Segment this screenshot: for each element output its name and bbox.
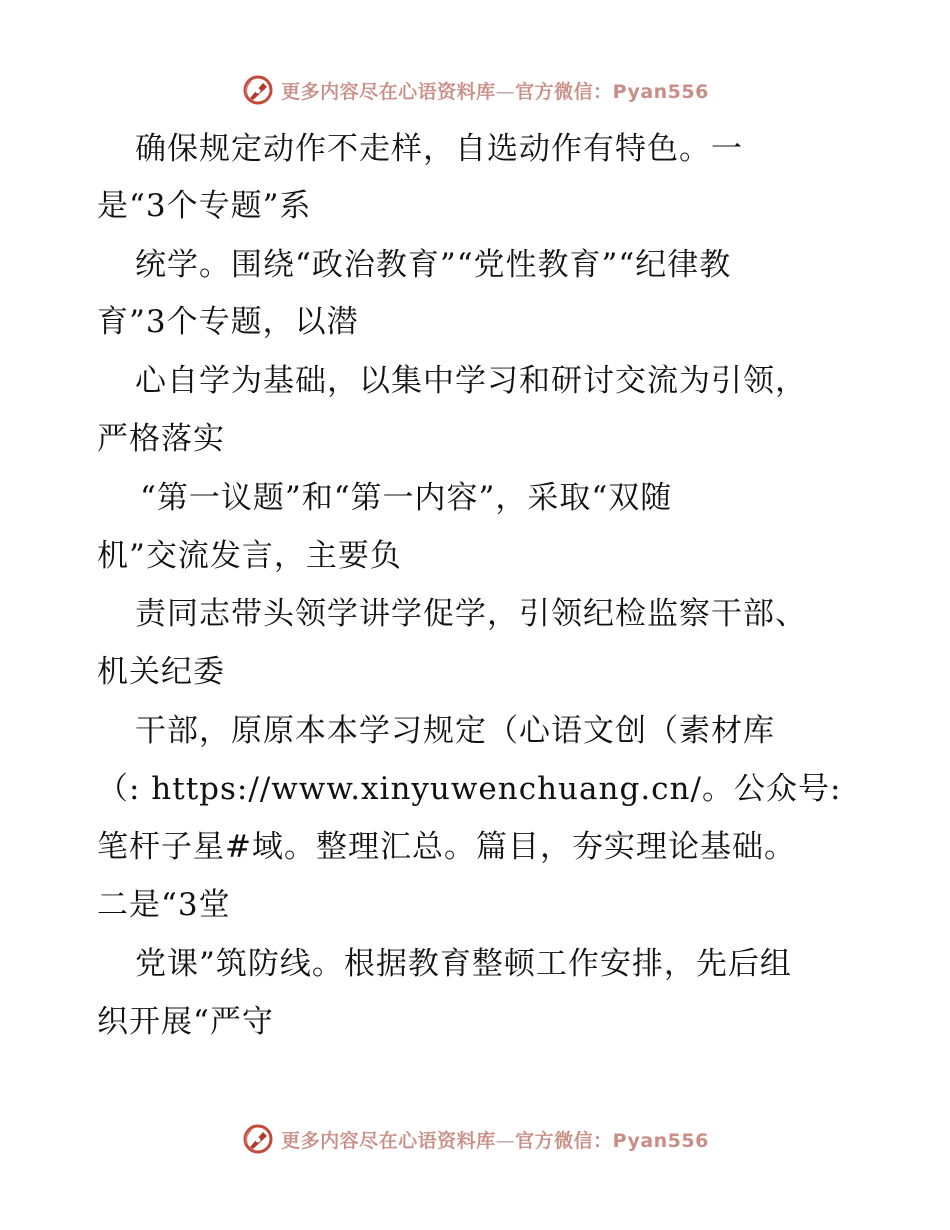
text-line: 干部，原原本本学习规定（心语文创（素材库	[135, 713, 775, 749]
text-line: 机”交流发言，主要负	[97, 538, 402, 574]
text-line: 责同志带头领学讲学促学，引领纪检监察干部、	[135, 596, 807, 632]
text-line: 严格落实	[97, 421, 225, 457]
watermark-separator: —	[495, 80, 516, 103]
pen-nib-swirl-icon	[241, 1122, 275, 1156]
text-line: “第一议题”和“第一内容”，采取“双随	[140, 480, 673, 516]
text-line: 育”3个专题，以潜	[97, 304, 359, 340]
text-line: 心自学为基础，以集中学习和研讨交流为引领，	[135, 363, 807, 399]
text-line: 确保规定动作不走样，自选动作有特色。一	[135, 131, 743, 167]
pen-nib-swirl-icon	[241, 73, 275, 107]
text-line: 二是“3堂	[97, 887, 231, 923]
text-line: 统学。围绕“政治教育”“党性教育”“纪律教	[135, 247, 732, 283]
watermark-wechat-text: 官方微信：Pyan556	[515, 80, 709, 103]
watermark-separator: —	[495, 1129, 516, 1152]
header-watermark	[0, 70, 950, 110]
watermark-main-text: 更多内容尽在心语资料库	[281, 1129, 496, 1152]
watermark-wechat-text: 官方微信：Pyan556	[515, 1129, 709, 1152]
text-line: 机关纪委	[97, 654, 225, 690]
text-line: 织开展“严守	[97, 1004, 274, 1040]
text-line: 党课”筑防线。根据教育整顿工作安排，先后组	[135, 946, 792, 982]
text-line: 笔杆子星#域。整理汇总。篇目，夯实理论基础。	[97, 829, 796, 865]
footer-watermark	[0, 1119, 950, 1159]
text-line: 是“3个专题”系	[97, 188, 312, 224]
watermark-main-text: 更多内容尽在心语资料库	[281, 80, 496, 103]
text-line: （: https://www.xinyuwenchuang.cn/。公众号:	[97, 771, 842, 807]
